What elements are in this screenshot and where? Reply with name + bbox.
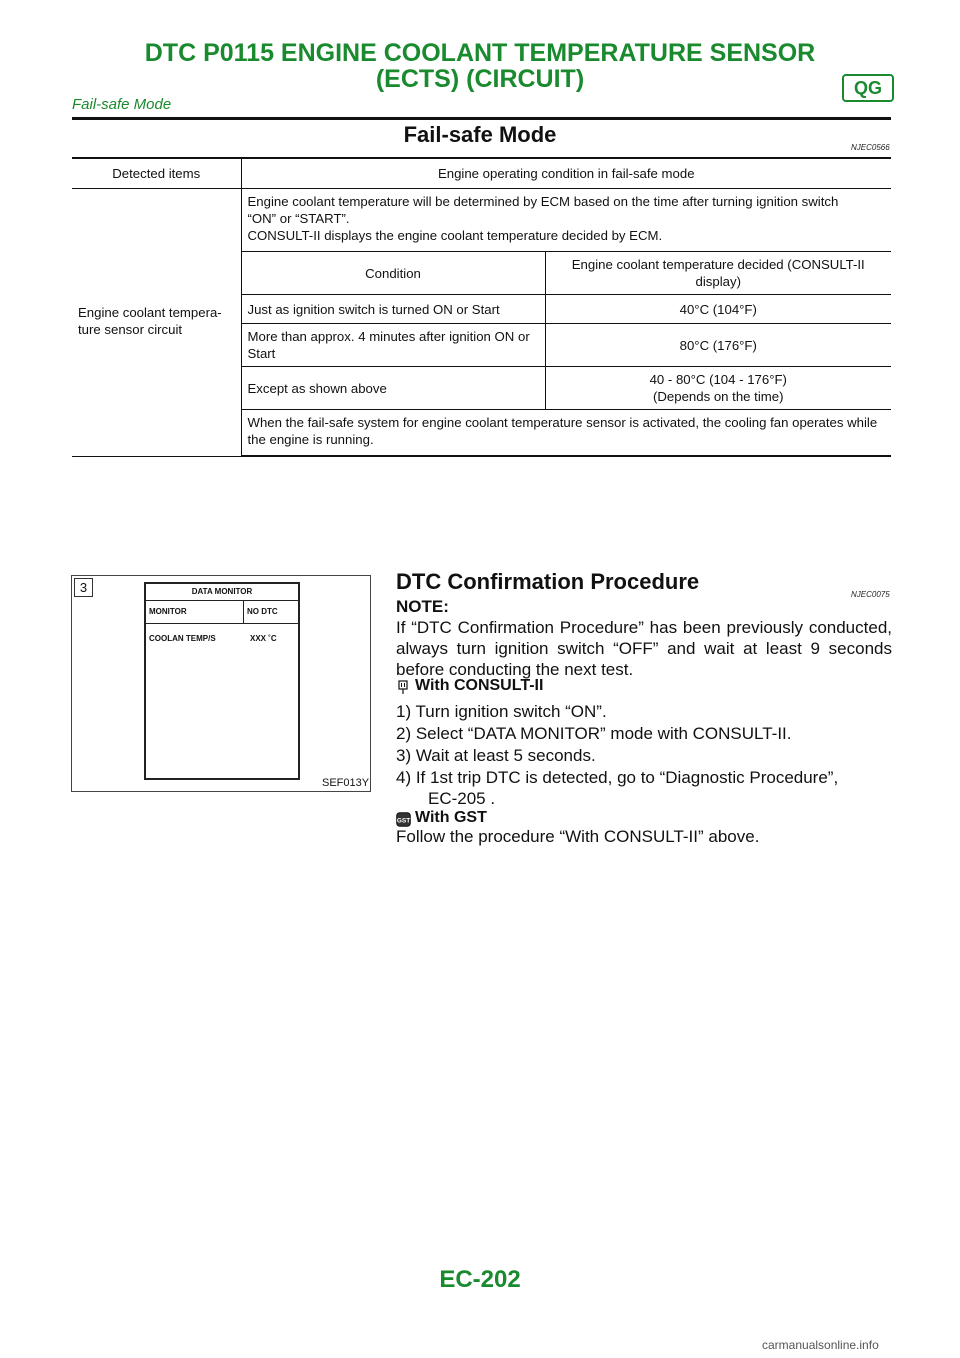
gst-icon xyxy=(396,812,411,827)
watermark: carmanualsonline.info xyxy=(762,1338,879,1352)
screen-status-row xyxy=(146,601,298,624)
fail-safe-heading: Fail-safe Mode xyxy=(403,122,557,147)
consult-subheading: With CONSULT-II xyxy=(415,677,544,694)
engine-badge: QG xyxy=(842,74,894,102)
table-row xyxy=(72,189,891,252)
temperature-cell: 40°C (104°F) xyxy=(545,295,891,324)
intro-line: CONSULT-II displays the engine coolant temperature decided by ECM. xyxy=(247,228,663,243)
procedure-step: 1) Turn ignition switch “ON”. xyxy=(396,702,607,721)
condition-cell: Just as ignition switch is turned ON or Start xyxy=(241,295,545,324)
header-title-line1: DTC P0115 ENGINE COOLANT TEMPERATURE SENSOR xyxy=(144,39,816,67)
consult-connector-icon xyxy=(397,680,409,695)
svg-text:GST: GST xyxy=(396,817,411,825)
cooling-fan-note-cell: When the fail-safe system for engine coolant temperature sensor is activated, the cooling fan operates while the engine is running. xyxy=(241,410,891,457)
condition-cell: Except as shown above xyxy=(241,367,545,410)
intro-cell xyxy=(241,189,891,252)
dtc-procedure-heading: DTC Confirmation Procedure xyxy=(396,569,700,594)
procedure-step: 3) Wait at least 5 seconds. xyxy=(396,746,596,765)
temperature-range: 40 - 80°C (104 - 176°F) xyxy=(649,372,787,387)
temperature-note: (Depends on the time) xyxy=(653,389,784,404)
sub-header-decided-temp: Engine coolant temperature decided (CONSULT-II display) xyxy=(545,252,891,295)
dtc-status: NO DTC xyxy=(247,607,278,616)
fail-safe-ref-code: NJEC0566 xyxy=(851,143,890,152)
table-header-row xyxy=(72,158,891,189)
procedure-step: 4) If 1st trip DTC is detected, go to “Diagnostic Procedure”, xyxy=(396,768,839,787)
header-title-line2: (ECTS) (CIRCUIT) xyxy=(375,65,585,93)
note-text: If “DTC Confirmation Procedure” has been previously conducted, always turn ignition switch “OFF” and wait at least 9 seconds before conducting the next test. xyxy=(396,618,892,679)
header-operating-condition: Engine operating condition in fail-safe mode xyxy=(241,158,891,189)
page-number: EC-202 xyxy=(439,1266,521,1293)
screen-item-row xyxy=(146,624,298,643)
note-label: NOTE: xyxy=(396,597,449,616)
gst-subheading: With GST xyxy=(415,809,487,826)
header-detected-items: Detected items xyxy=(72,158,241,189)
detected-item-cell: Engine coolant tempera-ture sensor circuit xyxy=(72,189,241,457)
data-monitor-screen xyxy=(144,582,300,780)
header-divider xyxy=(72,117,891,120)
gst-instruction: Follow the procedure “With CONSULT-II” above. xyxy=(396,827,760,846)
dtc-procedure-ref-code: NJEC0075 xyxy=(851,590,890,599)
header-subtitle: Fail-safe Mode xyxy=(72,96,172,113)
temperature-cell xyxy=(545,367,891,410)
procedure-step: 2) Select “DATA MONITOR” mode with CONSULT-II. xyxy=(396,724,792,743)
screen-title: DATA MONITOR xyxy=(146,584,298,601)
sub-header-condition: Condition xyxy=(241,252,545,295)
condition-cell: More than approx. 4 minutes after ignition ON or Start xyxy=(241,324,545,367)
page-header-title xyxy=(60,40,900,92)
intro-line: Engine coolant temperature will be determined by ECM based on the time after turning ignition switch xyxy=(247,194,839,209)
monitor-label: MONITOR xyxy=(146,601,244,623)
procedure-step-continuation: EC-205 . xyxy=(428,789,496,808)
intro-line: “ON” or “START”. xyxy=(247,211,350,226)
figure-code: SEF013Y xyxy=(322,777,370,789)
item-value: XXX ˚C xyxy=(250,634,277,643)
item-label: COOLAN TEMP/S xyxy=(149,634,216,643)
temperature-cell: 80°C (176°F) xyxy=(545,324,891,367)
step-marker: 3 xyxy=(74,578,93,597)
fail-safe-table xyxy=(72,157,891,457)
